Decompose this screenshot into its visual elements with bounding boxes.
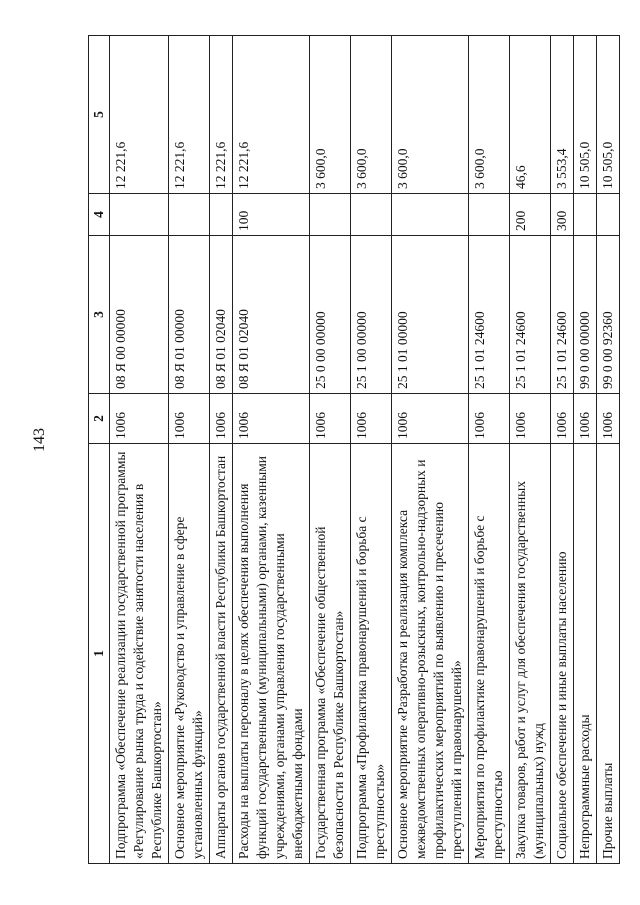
row-target: 25 1 01 24600 bbox=[551, 236, 574, 394]
row-target: 25 1 01 00000 bbox=[392, 236, 469, 394]
row-section: 1006 bbox=[574, 394, 597, 444]
row-name: Расходы на выплаты персоналу в целях обеспечения выполнения функций государственными (муниципальными) органами, казенными учреждениями, органами управления государственными внебюджетными фондами bbox=[233, 444, 310, 864]
table-row bbox=[574, 36, 597, 864]
row-name: Социальное обеспечение и иные выплаты населению bbox=[551, 444, 574, 864]
table-row bbox=[597, 36, 620, 864]
row-amount: 3 600,0 bbox=[351, 36, 392, 194]
row-name: Аппараты органов государственной власти Республики Башкортостан bbox=[210, 444, 233, 864]
row-type bbox=[574, 194, 597, 236]
row-type bbox=[310, 194, 351, 236]
row-amount: 3 553,4 bbox=[551, 36, 574, 194]
page-number: 143 bbox=[31, 428, 48, 452]
column-header: 2 bbox=[89, 394, 110, 444]
row-type: 100 bbox=[233, 194, 310, 236]
column-header: 4 bbox=[89, 194, 110, 236]
row-type bbox=[469, 194, 510, 236]
table-row bbox=[351, 36, 392, 864]
row-name: Подпрограмма «Обеспечение реализации государственной программы «Регулирование рынка труда и содействие занятости населения в Республике Башкортостан» bbox=[110, 444, 169, 864]
row-name: Подпрограмма «Профилактика правонарушений и борьба с преступностью» bbox=[351, 444, 392, 864]
row-name: Основное мероприятие «Разработка и реализация комплекса межведомственных оперативно-розыскных, контрольно-надзорных и профилактических мероприятий по выявлению и пресечению преступлений и правонарушений» bbox=[392, 444, 469, 864]
row-section: 1006 bbox=[597, 394, 620, 444]
row-name: Прочие выплаты bbox=[597, 444, 620, 864]
row-amount: 12 221,6 bbox=[210, 36, 233, 194]
row-name: Непрограммные расходы bbox=[574, 444, 597, 864]
row-section: 1006 bbox=[169, 394, 210, 444]
row-amount: 10 505,0 bbox=[574, 36, 597, 194]
row-section: 1006 bbox=[392, 394, 469, 444]
table-header-row bbox=[89, 36, 110, 864]
row-type: 200 bbox=[510, 194, 551, 236]
row-type bbox=[210, 194, 233, 236]
row-type bbox=[392, 194, 469, 236]
column-header: 5 bbox=[89, 36, 110, 194]
row-name: Государственная программа «Обеспечение общественной безопасности в Республике Башкортостан» bbox=[310, 444, 351, 864]
row-name: Основное мероприятие «Руководство и управление в сфере установленных функций» bbox=[169, 444, 210, 864]
table-row bbox=[210, 36, 233, 864]
row-target: 99 0 00 92360 bbox=[597, 236, 620, 394]
row-amount: 12 221,6 bbox=[169, 36, 210, 194]
row-section: 1006 bbox=[110, 394, 169, 444]
row-target: 99 0 00 00000 bbox=[574, 236, 597, 394]
rotated-table-wrapper bbox=[88, 36, 615, 864]
table-row bbox=[169, 36, 210, 864]
row-amount: 3 600,0 bbox=[310, 36, 351, 194]
row-type bbox=[351, 194, 392, 236]
row-amount: 10 505,0 bbox=[597, 36, 620, 194]
row-section: 1006 bbox=[310, 394, 351, 444]
row-target: 25 1 00 00000 bbox=[351, 236, 392, 394]
column-header: 3 bbox=[89, 236, 110, 394]
row-target: 25 0 00 00000 bbox=[310, 236, 351, 394]
row-target: 08 Я 00 00000 bbox=[110, 236, 169, 394]
row-target: 08 Я 01 00000 bbox=[169, 236, 210, 394]
row-amount: 12 221,6 bbox=[110, 36, 169, 194]
row-type bbox=[169, 194, 210, 236]
table-row bbox=[392, 36, 469, 864]
row-name: Мероприятия по профилактике правонарушений и борьбе с преступностью bbox=[469, 444, 510, 864]
row-section: 1006 bbox=[351, 394, 392, 444]
table-row bbox=[110, 36, 169, 864]
row-type: 300 bbox=[551, 194, 574, 236]
row-amount: 3 600,0 bbox=[469, 36, 510, 194]
column-header: 1 bbox=[89, 444, 110, 864]
budget-table bbox=[88, 35, 620, 864]
table-row bbox=[469, 36, 510, 864]
row-target: 25 1 01 24600 bbox=[469, 236, 510, 394]
row-amount: 46,6 bbox=[510, 36, 551, 194]
row-section: 1006 bbox=[210, 394, 233, 444]
table-row bbox=[510, 36, 551, 864]
row-target: 25 1 01 24600 bbox=[510, 236, 551, 394]
row-name: Закупка товаров, работ и услуг для обеспечения государственных (муниципальных) нужд bbox=[510, 444, 551, 864]
table-row bbox=[233, 36, 310, 864]
row-target: 08 Я 01 02040 bbox=[210, 236, 233, 394]
row-type bbox=[110, 194, 169, 236]
row-section: 1006 bbox=[233, 394, 310, 444]
row-amount: 3 600,0 bbox=[392, 36, 469, 194]
row-amount: 12 221,6 bbox=[233, 36, 310, 194]
row-target: 08 Я 01 02040 bbox=[233, 236, 310, 394]
table-row bbox=[310, 36, 351, 864]
row-type bbox=[597, 194, 620, 236]
table-row bbox=[551, 36, 574, 864]
row-section: 1006 bbox=[510, 394, 551, 444]
row-section: 1006 bbox=[469, 394, 510, 444]
row-section: 1006 bbox=[551, 394, 574, 444]
